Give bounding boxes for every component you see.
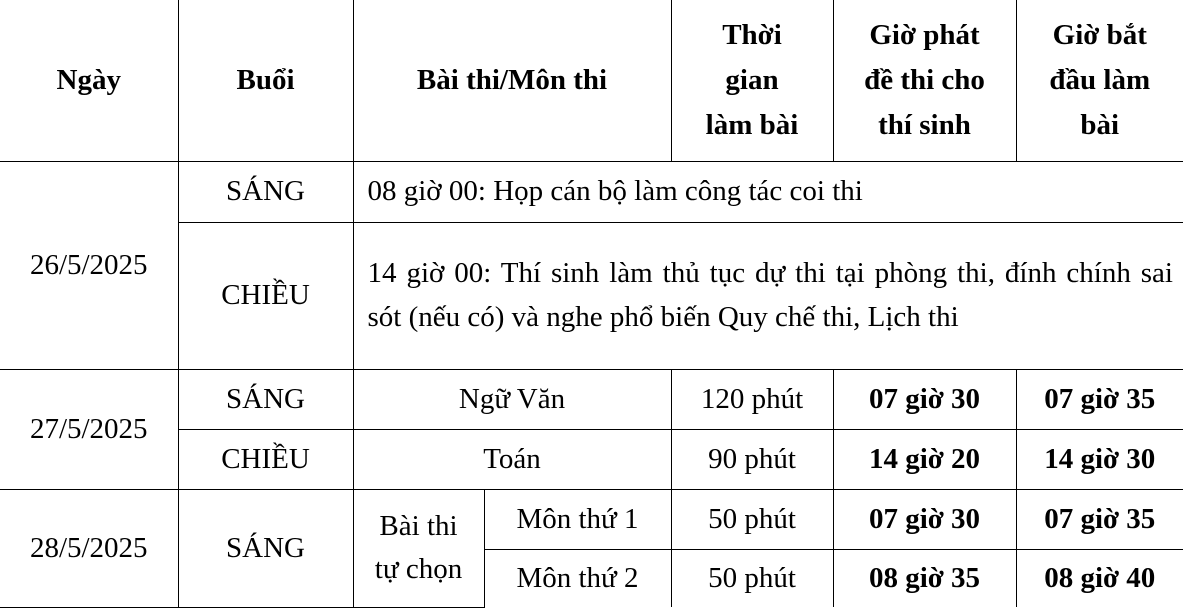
subject-cell: Môn thứ 2: [484, 549, 671, 607]
header-duration: [671, 0, 833, 161]
start-time-cell: 07 giờ 35: [1016, 489, 1183, 549]
notice-cell: 08 giờ 00: Họp cán bộ làm công tác coi thi: [353, 161, 1183, 222]
header-paper-time-line: đề thi cho: [864, 63, 985, 96]
elective-group-cell: [353, 489, 484, 607]
header-duration-line: gian: [725, 63, 779, 96]
subject-cell: Ngữ Văn: [353, 369, 671, 429]
header-duration-line: Thời: [722, 18, 782, 51]
start-time-cell: 07 giờ 35: [1016, 369, 1183, 429]
header-session: Buổi: [178, 0, 353, 161]
header-start-time-line: bài: [1080, 108, 1120, 141]
notice-cell: 14 giờ 00: Thí sinh làm thủ tục dự thi tại phòng thi, đính chính sai sót (nếu có) và nghe phổ biến Quy chế thi, Lịch thi: [353, 222, 1183, 369]
session-cell: SÁNG: [178, 489, 353, 607]
duration-cell: 50 phút: [671, 549, 833, 607]
table-row: [0, 161, 1183, 222]
session-cell: SÁNG: [178, 369, 353, 429]
start-time-cell: 14 giờ 30: [1016, 429, 1183, 489]
paper-time-cell: 07 giờ 30: [833, 489, 1016, 549]
session-cell: CHIỀU: [178, 222, 353, 369]
subject-cell: Toán: [353, 429, 671, 489]
header-subject: Bài thi/Môn thi: [353, 0, 671, 161]
subject-cell: Môn thứ 1: [484, 489, 671, 549]
header-start-time-line: đầu làm: [1049, 63, 1151, 96]
duration-cell: 120 phút: [671, 369, 833, 429]
header-paper-time-line: thí sinh: [878, 108, 971, 141]
elective-group-line: tự chọn: [374, 553, 463, 585]
date-cell: 28/5/2025: [0, 489, 178, 607]
paper-time-cell: 08 giờ 35: [833, 549, 1016, 607]
date-cell: 27/5/2025: [0, 369, 178, 489]
duration-cell: 50 phút: [671, 489, 833, 549]
session-cell: SÁNG: [178, 161, 353, 222]
paper-time-cell: 14 giờ 20: [833, 429, 1016, 489]
header-date: Ngày: [0, 0, 178, 161]
header-row: [0, 0, 1183, 161]
header-start-time-line: Giờ bắt: [1052, 18, 1147, 51]
session-cell: CHIỀU: [178, 429, 353, 489]
duration-cell: 90 phút: [671, 429, 833, 489]
table-row: [0, 429, 1183, 489]
header-duration-line: làm bài: [705, 108, 799, 141]
date-cell: 26/5/2025: [0, 161, 178, 369]
header-start-time: [1016, 0, 1183, 161]
table-row: [0, 222, 1183, 369]
table-row: [0, 369, 1183, 429]
start-time-cell: 08 giờ 40: [1016, 549, 1183, 607]
paper-time-cell: 07 giờ 30: [833, 369, 1016, 429]
elective-group-line: Bài thi: [379, 509, 458, 542]
header-paper-time: [833, 0, 1016, 161]
header-paper-time-line: Giờ phát: [869, 18, 980, 51]
table-row: [0, 489, 1183, 549]
